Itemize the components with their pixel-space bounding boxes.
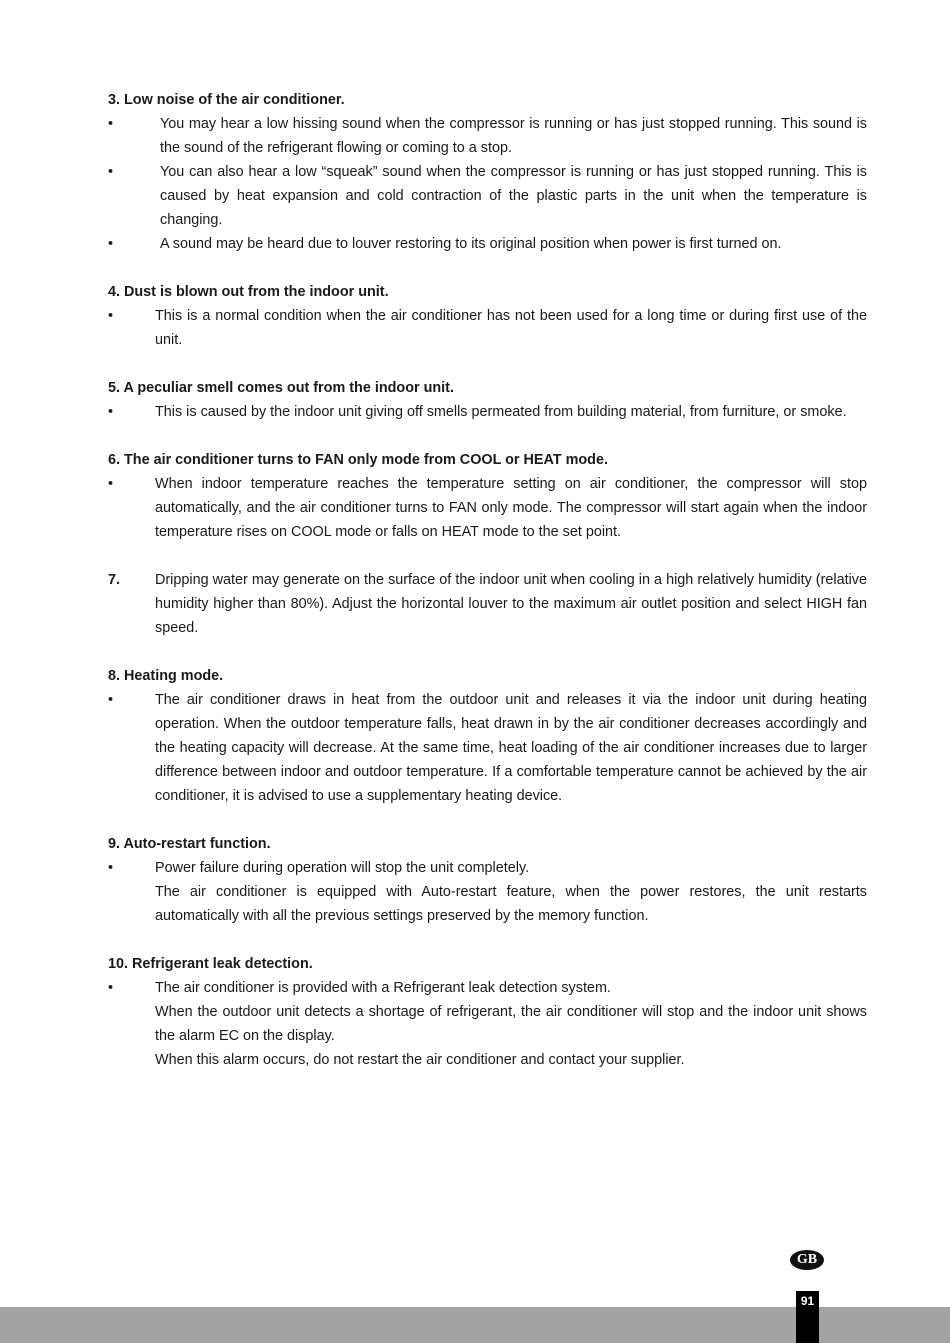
language-badge: GB xyxy=(790,1250,824,1270)
item-text: The air conditioner is equipped with Auto-restart feature, when the power restores, the unit restarts automatically with all the previous settings preserved by the memory function. xyxy=(155,884,867,924)
item-text: Dripping water may generate on the surface of the indoor unit when cooling in a high relatively humidity (relative humidity higher than 80%). Adjust the horizontal louver to the maximum air outlet position and select HIGH fan speed. xyxy=(155,572,867,636)
section-heading: 3. Low noise of the air conditioner. xyxy=(108,92,345,108)
section-low-noise xyxy=(108,88,867,256)
list-item xyxy=(108,304,867,352)
section-heading: 5. A peculiar smell comes out from the indoor unit. xyxy=(108,380,454,396)
item-text: When the outdoor unit detects a shortage of refrigerant, the air conditioner will stop and the indoor unit shows the alarm EC on the display. xyxy=(155,1004,867,1044)
item-text: A sound may be heard due to louver restoring to its original position when power is first turned on. xyxy=(160,236,782,252)
item-text: You may hear a low hissing sound when the compressor is running or has just stopped running. This sound is the sound of the refrigerant flowing or coming to a stop. xyxy=(160,116,867,156)
bullet: • xyxy=(108,980,114,996)
bullet: • xyxy=(108,308,114,324)
section-heading: 10. Refrigerant leak detection. xyxy=(108,956,313,972)
numbered-item xyxy=(108,568,867,640)
section-heating-mode xyxy=(108,664,867,808)
section-dust xyxy=(108,280,867,352)
bullet: • xyxy=(108,236,114,252)
section-fan-mode xyxy=(108,448,867,544)
section-heading: 4. Dust is blown out from the indoor unit. xyxy=(108,284,389,300)
item-text: The air conditioner is provided with a Refrigerant leak detection system. xyxy=(155,980,611,996)
section-leak-detection xyxy=(108,952,867,1072)
section-heading: 9. Auto-restart function. xyxy=(108,836,271,852)
section-dripping-water xyxy=(108,568,867,640)
item-text: This is a normal condition when the air conditioner has not been used for a long time or during first use of the unit. xyxy=(155,308,867,348)
bullet: • xyxy=(108,860,114,876)
list-item xyxy=(108,688,867,808)
list-item-continuation xyxy=(108,1048,867,1072)
section-heading: 6. The air conditioner turns to FAN only mode from COOL or HEAT mode. xyxy=(108,452,608,468)
item-text: When indoor temperature reaches the temperature setting on air conditioner, the compressor will stop automatically, and the air conditioner turns to FAN only mode. The compressor will start again when the indoor temperature rises on COOL mode or falls on HEAT mode to the set point. xyxy=(155,476,867,540)
section-auto-restart xyxy=(108,832,867,928)
item-text: This is caused by the indoor unit giving off smells permeated from building material, from furniture, or smoke. xyxy=(155,404,847,420)
section-heading: 8. Heating mode. xyxy=(108,668,224,684)
item-text: The air conditioner draws in heat from the outdoor unit and releases it via the indoor unit during heating operation. When the outdoor temperature falls, heat drawn in by the air conditioner decreases accordingly and the heating capacity will decrease. At the same time, heat loading of the air conditioner increases due to larger difference between indoor and outdoor temperature. If a comfortable temperature cannot be achieved by the air conditioner, it is advised to use a supplementary heating device. xyxy=(155,692,867,804)
bullet: • xyxy=(108,476,114,492)
page-number: 91 xyxy=(800,1294,815,1308)
bullet: • xyxy=(108,692,114,708)
list-item xyxy=(108,160,867,232)
list-item-continuation xyxy=(108,880,867,928)
bullet: • xyxy=(108,116,114,132)
item-text: When this alarm occurs, do not restart the air conditioner and contact your supplier. xyxy=(155,1052,685,1068)
bullet: • xyxy=(108,164,114,180)
bullet: • xyxy=(108,404,114,420)
document-body xyxy=(108,88,867,1096)
list-item xyxy=(108,112,867,160)
list-item xyxy=(108,856,867,880)
list-item xyxy=(108,232,867,256)
item-number: 7. xyxy=(108,572,121,588)
list-item-continuation xyxy=(108,1000,867,1048)
list-item xyxy=(108,472,867,544)
list-item xyxy=(108,976,867,1000)
list-item xyxy=(108,400,867,424)
section-smell xyxy=(108,376,867,424)
item-text: Power failure during operation will stop the unit completely. xyxy=(155,860,530,876)
item-text: You can also hear a low “squeak” sound when the compressor is running or has just stopped running. This is caused by heat expansion and cold contraction of the plastic parts in the unit when the temperature is changing. xyxy=(160,164,867,228)
